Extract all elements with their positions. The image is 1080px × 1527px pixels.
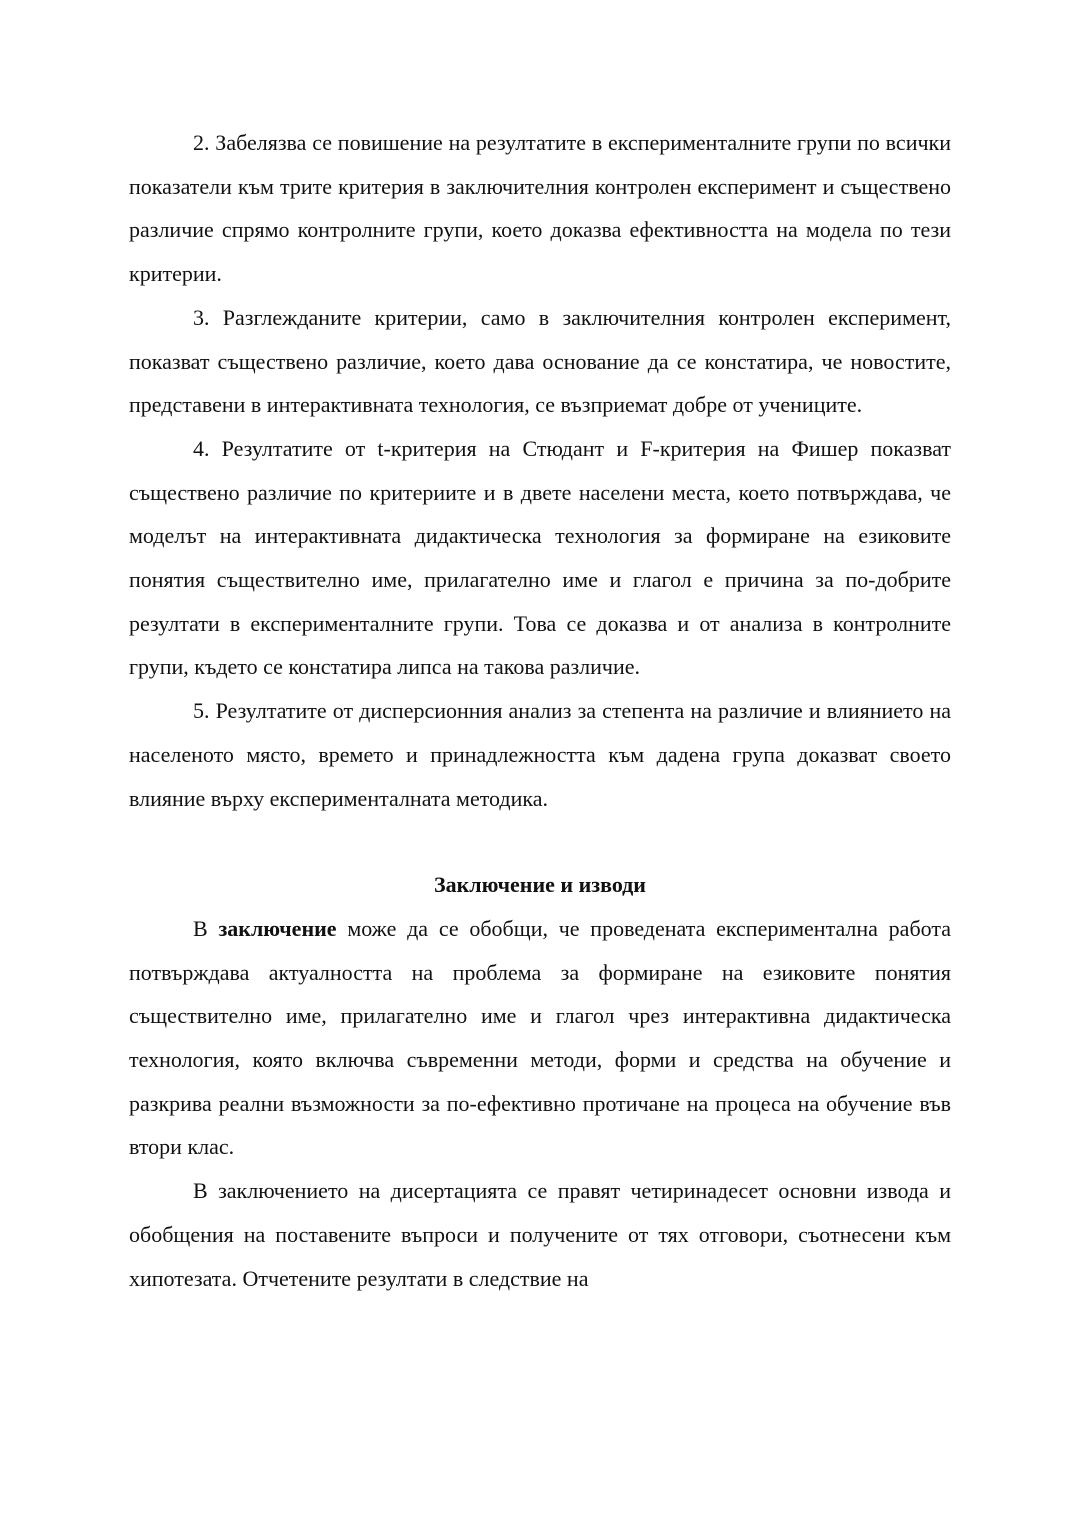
conclusion-bold-term: заключение — [218, 915, 337, 941]
conclusion-text: може да се обобщи, че проведената експериментална работа потвърждава актуалността на проблема за формиране на езиковите понятия съществително име, прилагателно име и глагол чрез интерактивна дидактическа технология, която включва съвременни методи, форми и средства на обучение и разкрива реални възможности за по-ефективно протичане на процеса на обучение във втори клас. — [129, 915, 951, 1160]
paragraph-point-4: 4. Резултатите от t-критерия на Стюдант и F-критерия на Фишер показват съществено различие по критериите и в двете населени места, което потвърждава, че моделът на интерактивната дидактическа технология за формиране на езиковите понятия съществително име, прилагателно име и глагол е причина за по-добрите резултати в експерименталните групи. Това се доказва и от анализа в контролните групи, където се констатира липса на такова различие. — [129, 435, 951, 680]
conclusion-lead: В — [193, 915, 208, 941]
section-heading: Заключение и изводи — [434, 872, 646, 898]
paragraph-point-2: 2. Забелязва се повишение на резултатите в експерименталните групи по всички показатели към трите критерия в заключителния контролен експеримент и съществено различие спрямо контролните групи, което доказва ефективността на модела по тези критерии. — [129, 130, 951, 287]
document-page — [129, 121, 951, 1300]
paragraph-conclusion — [129, 907, 951, 1169]
paragraph-point-5: 5. Резултатите от дисперсионния анализ за степента на различие и влиянието на населеното място, времето и принадлежността към дадена група доказват своето влияние върху експерименталната методика. — [129, 698, 951, 811]
paragraph-final: В заключението на дисертацията се правят четиринадесет основни извода и обобщения на поставените въпроси и получените от тях отговори, съотнесени към хипотезата. Отчетените резултати в следствие на — [129, 1178, 951, 1291]
paragraph-point-3: 3. Разглежданите критерии, само в заключителния контролен експеримент, показват съществено различие, което дава основание да се констатира, че новостите, представени в интерактивната технология, се възприемат добре от учениците. — [129, 304, 951, 418]
